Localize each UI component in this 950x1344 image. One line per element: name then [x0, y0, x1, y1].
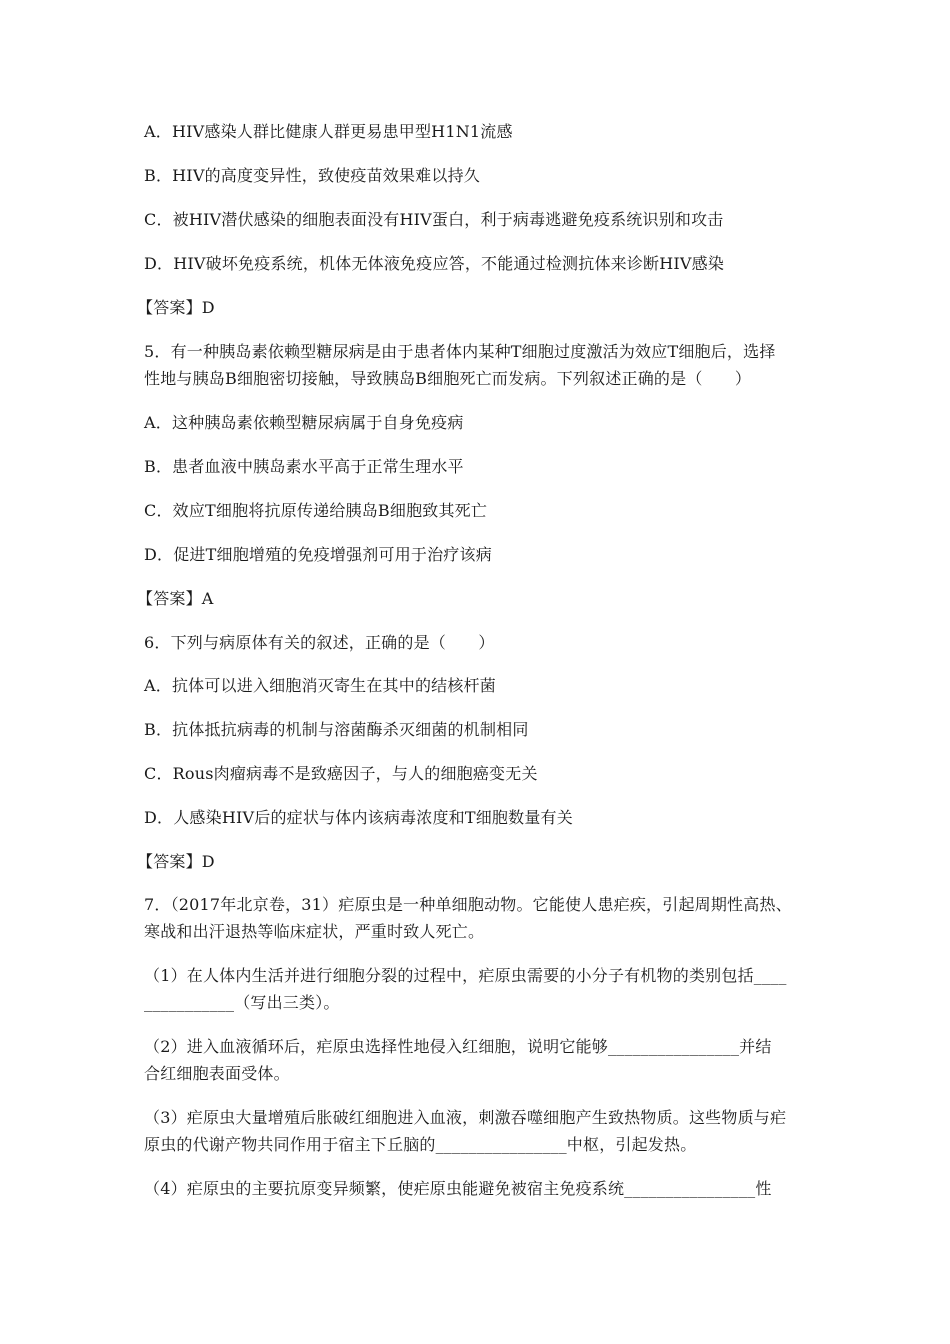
q7-stem-line1: 7．（2017年北京卷，31）疟原虫是一种单细胞动物。它能使人患疟疾，引起周期性高热、	[144, 895, 792, 914]
q6-option-d: D．人感染HIV后的症状与体内该病毒浓度和T细胞数量有关	[144, 808, 573, 827]
q5-option-c: C．效应T细胞将抗原传递给胰岛B细胞致其死亡	[144, 501, 488, 520]
q6-answer: 【答案】D	[137, 852, 215, 871]
q5-stem-line2: 性地与胰岛B细胞密切接触，导致胰岛B细胞死亡而发病。下列叙述正确的是（ ）	[144, 369, 752, 388]
q5-answer: 【答案】A	[137, 589, 214, 608]
q6-option-a: A．抗体可以进入细胞消灭寄生在其中的结核杆菌	[144, 676, 496, 695]
q7-part2-line2: 合红细胞表面受体。	[144, 1064, 290, 1083]
q4-option-c: C．被HIV潜伏感染的细胞表面没有HIV蛋白，利于病毒逃避免疫系统识别和攻击	[144, 210, 724, 229]
q5-option-a: A．这种胰岛素依赖型糖尿病属于自身免疫病	[144, 413, 464, 432]
q7-part1-line1: （1）在人体内生活并进行细胞分裂的过程中，疟原虫需要的小分子有机物的类别包括____	[144, 966, 787, 985]
q6-stem: 6．下列与病原体有关的叙述，正确的是（ ）	[144, 633, 495, 652]
q7-part2-line1: （2）进入血液循环后，疟原虫选择性地侵入红细胞，说明它能够________________并结	[144, 1037, 772, 1056]
q4-option-b: B．HIV的高度变异性，致使疫苗效果难以持久	[144, 166, 480, 185]
q6-option-c: C．Rous肉瘤病毒不是致癌因子，与人的细胞癌变无关	[144, 764, 538, 783]
q5-option-b: B．患者血液中胰岛素水平高于正常生理水平	[144, 457, 464, 476]
q4-option-d: D．HIV破坏免疫系统，机体无体液免疫应答，不能通过检测抗体来诊断HIV感染	[144, 254, 725, 273]
q5-stem-line1: 5．有一种胰岛素依赖型糖尿病是由于患者体内某种T细胞过度激活为效应T细胞后，选择	[144, 342, 776, 361]
q7-stem-line2: 寒战和出汗退热等临床症状，严重时致人死亡。	[144, 922, 485, 941]
q4-answer: 【答案】D	[137, 298, 215, 317]
q5-option-d: D．促进T细胞增殖的免疫增强剂可用于治疗该病	[144, 545, 492, 564]
q7-part3-line1: （3）疟原虫大量增殖后胀破红细胞进入血液，刺激吞噬细胞产生致热物质。这些物质与疟	[144, 1108, 787, 1127]
q6-option-b: B．抗体抵抗病毒的机制与溶菌酶杀灭细菌的机制相同	[144, 720, 529, 739]
q4-option-a: A．HIV感染人群比健康人群更易患甲型H1N1流感	[144, 122, 513, 141]
q7-part4-line1: （4）疟原虫的主要抗原变异频繁，使疟原虫能避免被宿主免疫系统________________性	[144, 1179, 772, 1198]
q7-part3-line2: 原虫的代谢产物共同作用于宿主下丘脑的________________中枢，引起发热。	[144, 1135, 697, 1154]
q7-part1-line2: ___________（写出三类）。	[144, 993, 340, 1012]
